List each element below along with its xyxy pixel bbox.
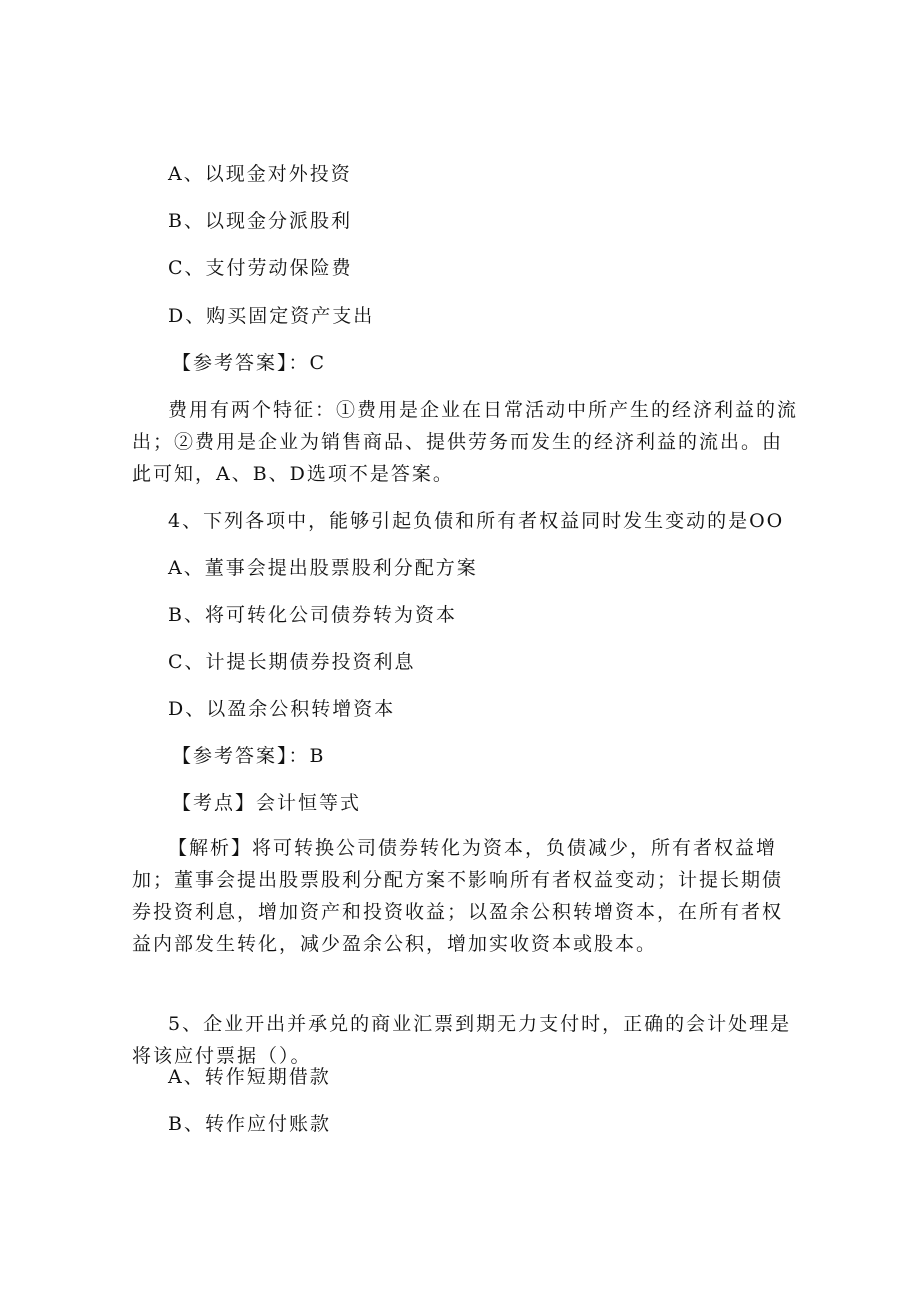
q4-question: 4、下列各项中，能够引起负债和所有者权益同时发生变动的是OO <box>168 510 785 532</box>
q5-option-a: A、转作短期借款 <box>168 1066 331 1088</box>
q3-answer: 【参考答案】：C <box>172 352 327 374</box>
q3-option-b: B、以现金分派股利 <box>168 210 352 232</box>
q4-option-b: B、将可转化公司债券转为资本 <box>168 604 457 626</box>
q4-option-d: D、以盈余公积转增资本 <box>168 698 396 720</box>
q4-answer: 【参考答案】：B <box>172 745 326 767</box>
q4-option-c: C、计提长期债券投资利息 <box>168 651 416 673</box>
q5-question: 5、企业开出并承兑的商业汇票到期无力支付时，正确的会计处理是将该应付票据（）。 <box>132 1013 792 1067</box>
q4-analysis: 【解析】将可转换公司债券转化为资本，负债减少，所有者权益增加；董事会提出股票股利分配方案不影响所有者权益变动；计提长期债券投资利息，增加资产和投资收益；以盈余公积转增资本，在所有者权益内部发生转化，减少盈余公积，增加实收资本或股本。 <box>132 837 784 955</box>
q3-option-d: D、购买固定资产支出 <box>168 305 375 327</box>
q5-option-b: B、转作应付账款 <box>168 1113 331 1135</box>
q3-option-c: C、支付劳动保险费 <box>168 257 353 279</box>
q3-explanation: 费用有两个特征：①费用是企业在日常活动中所产生的经济利益的流出；②费用是企业为销售商品、提供劳务而发生的经济利益的流出。由此可知，A、B、D选项不是答案。 <box>132 399 799 485</box>
q4-option-a: A、董事会提出股票股利分配方案 <box>168 557 478 579</box>
q4-point: 【考点】会计恒等式 <box>172 792 362 814</box>
q3-option-a: A、以现金对外投资 <box>168 163 352 185</box>
